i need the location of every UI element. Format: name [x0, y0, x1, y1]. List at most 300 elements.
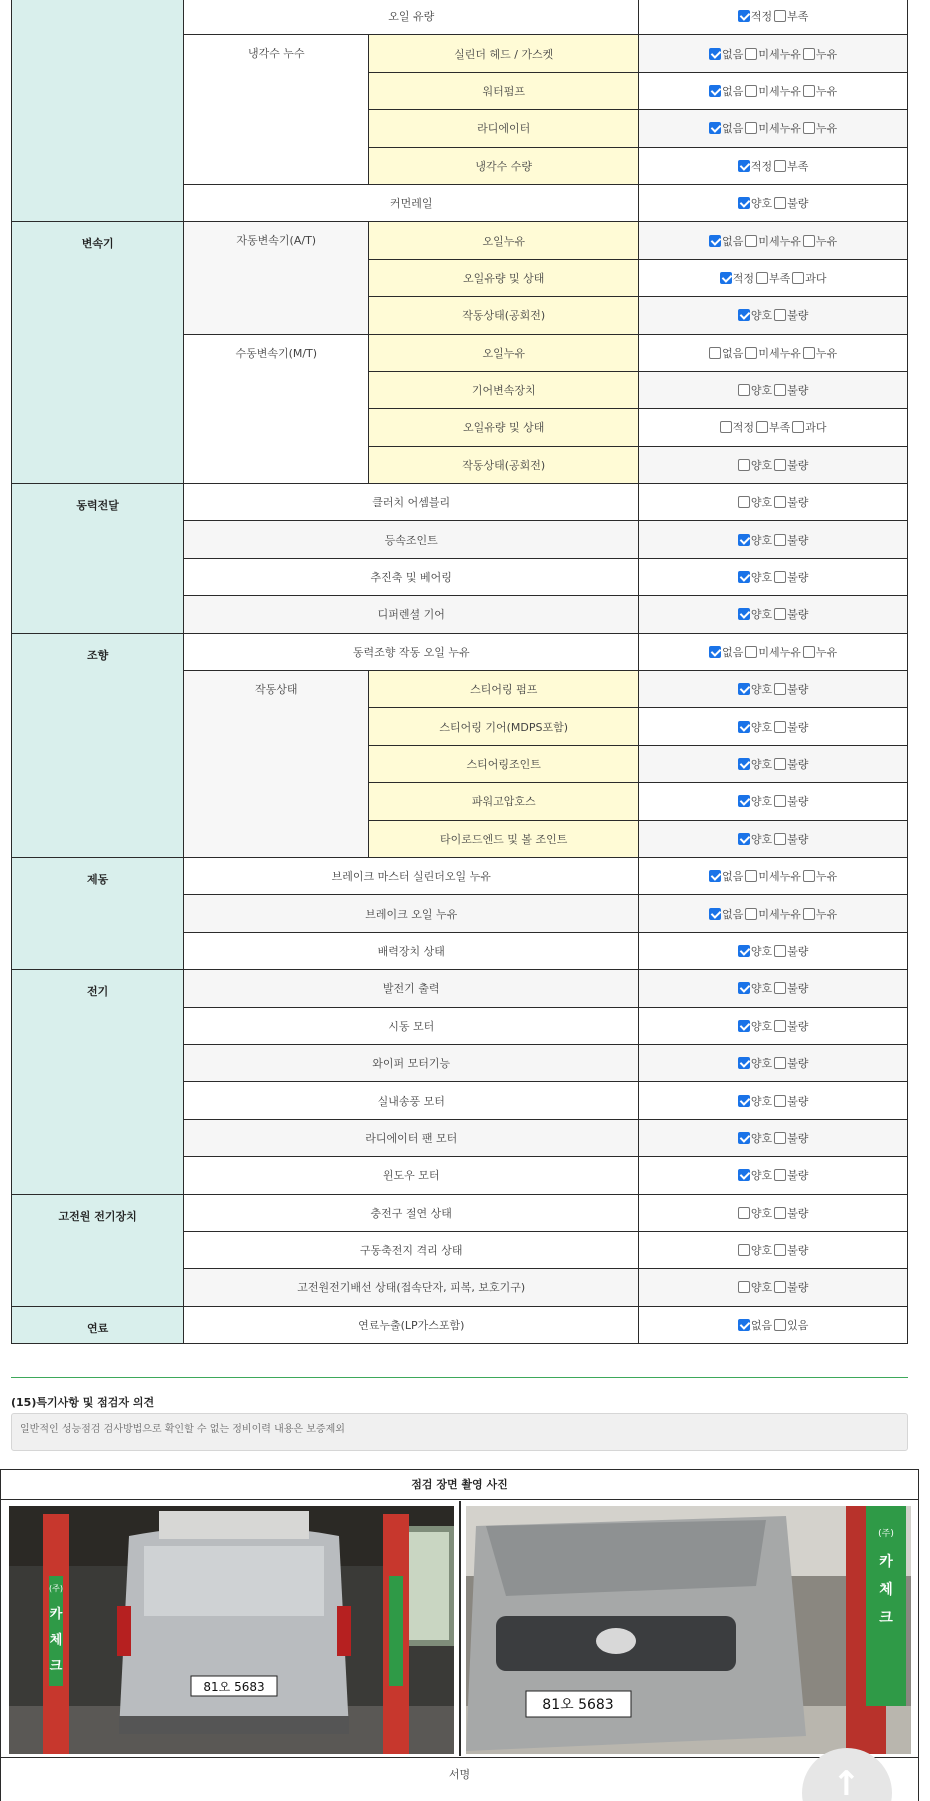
unchecked-checkbox[interactable]: [803, 347, 815, 359]
unchecked-checkbox[interactable]: [803, 85, 815, 97]
unchecked-checkbox[interactable]: [745, 85, 757, 97]
check-option-label: 양호: [750, 384, 773, 398]
check-option: [738, 1093, 772, 1109]
unchecked-checkbox[interactable]: [774, 1020, 786, 1032]
result-cell: [639, 820, 908, 857]
table-row: [12, 633, 908, 670]
result-cell: [639, 0, 908, 35]
unchecked-checkbox[interactable]: [774, 1244, 786, 1256]
item-cell: 라디에이터 팬 모터: [184, 1119, 639, 1156]
unchecked-checkbox[interactable]: [774, 571, 786, 583]
result-cell: [639, 1044, 908, 1081]
checked-checkbox[interactable]: [738, 197, 750, 209]
item-cell: 배력장치 상태: [184, 932, 639, 969]
item-cell: 오일유량 및 상태: [369, 259, 639, 296]
check-option-label: 누유: [815, 122, 838, 136]
unchecked-checkbox[interactable]: [774, 1169, 786, 1181]
unchecked-checkbox[interactable]: [738, 459, 750, 471]
unchecked-checkbox[interactable]: [720, 421, 732, 433]
check-option: [774, 1279, 808, 1295]
check-option-label: 불량: [787, 309, 809, 323]
check-option: [738, 532, 772, 548]
check-option: [745, 83, 801, 99]
signature-row: 서명: [1, 1757, 918, 1791]
check-option: [803, 120, 837, 136]
section-divider: [11, 1377, 908, 1378]
item-cell: 추진축 및 베어링: [184, 558, 639, 595]
check-option: [803, 233, 837, 249]
item-cell: 스티어링 펌프: [369, 671, 639, 708]
check-option-label: 없음: [722, 234, 744, 248]
table-row: [12, 1194, 908, 1231]
check-option: [709, 906, 743, 922]
result-cell: [639, 1082, 908, 1119]
check-option-label: 불량: [787, 571, 809, 585]
result-cell: [639, 857, 908, 894]
check-option-label: 불량: [787, 496, 809, 510]
check-option: [774, 756, 808, 772]
checked-checkbox[interactable]: [738, 1169, 750, 1181]
check-option-label: 양호: [750, 608, 773, 622]
check-option: [745, 644, 801, 660]
item-cell: 고전원전기배선 상태(접속단자, 피복, 보호기구): [184, 1269, 639, 1306]
check-option: [738, 943, 772, 959]
unchecked-checkbox[interactable]: [709, 347, 721, 359]
category-cell: 전기: [12, 970, 184, 1194]
result-cell: [639, 334, 908, 371]
checked-checkbox[interactable]: [709, 646, 721, 658]
check-option-label: 적정: [750, 10, 773, 24]
table-row: [12, 222, 908, 259]
checked-checkbox[interactable]: [738, 608, 750, 620]
item-cell: 시동 모터: [184, 1007, 639, 1044]
check-option-label: 미세누유: [758, 870, 801, 884]
pillar-text: 크: [879, 1610, 893, 1626]
check-option-label: 양호: [750, 309, 773, 323]
result-cell: [639, 970, 908, 1007]
check-option: [709, 345, 743, 361]
result-cell: [639, 484, 908, 521]
unchecked-checkbox[interactable]: [792, 272, 804, 284]
checked-checkbox[interactable]: [738, 1095, 750, 1107]
check-option-label: 적정: [750, 159, 773, 173]
check-option: [774, 1205, 808, 1221]
item-cell: 실내송풍 모터: [184, 1082, 639, 1119]
check-option-label: 양호: [750, 944, 773, 958]
item-cell: 클러치 어셈블리: [184, 484, 639, 521]
result-cell: [639, 259, 908, 296]
unchecked-checkbox[interactable]: [774, 10, 786, 22]
unchecked-checkbox[interactable]: [774, 496, 786, 508]
check-option: [738, 756, 772, 772]
check-option-label: 양호: [750, 795, 773, 809]
unchecked-checkbox[interactable]: [774, 309, 786, 321]
item-cell: 구동축전지 격리 상태: [184, 1231, 639, 1268]
unchecked-checkbox[interactable]: [774, 1095, 786, 1107]
unchecked-checkbox[interactable]: [738, 1281, 750, 1293]
check-option: [745, 46, 801, 62]
result-cell: [639, 1194, 908, 1231]
unchecked-checkbox[interactable]: [803, 908, 815, 920]
unchecked-checkbox[interactable]: [774, 1281, 786, 1293]
checked-checkbox[interactable]: [738, 1020, 750, 1032]
check-option: [774, 1055, 808, 1071]
check-option: [756, 270, 790, 286]
check-option: [774, 1242, 808, 1258]
result-cell: [639, 783, 908, 820]
check-option-label: 불량: [787, 384, 809, 398]
pillar-text: 크: [49, 1659, 63, 1674]
checked-checkbox[interactable]: [738, 160, 750, 172]
subcategory-cell: 작동상태: [184, 671, 369, 858]
item-cell: 냉각수 수량: [369, 147, 639, 184]
checked-checkbox[interactable]: [738, 10, 750, 22]
check-option: [792, 419, 826, 435]
check-option: [774, 606, 808, 622]
item-cell: 오일누유: [369, 334, 639, 371]
check-option-label: 불량: [787, 1244, 809, 1258]
check-option-label: 미세누유: [758, 122, 801, 136]
check-option-label: 불량: [787, 944, 809, 958]
item-cell: 라디에이터: [369, 110, 639, 147]
checked-checkbox[interactable]: [738, 982, 750, 994]
check-option-label: 누유: [815, 84, 838, 98]
check-option: [774, 569, 808, 585]
unchecked-checkbox[interactable]: [774, 795, 786, 807]
check-option-label: 부족: [768, 421, 791, 435]
unchecked-checkbox[interactable]: [745, 646, 757, 658]
unchecked-checkbox[interactable]: [774, 1319, 786, 1331]
result-cell: [639, 932, 908, 969]
pillar-text: 체: [49, 1633, 63, 1648]
item-cell: 기어변속장치: [369, 371, 639, 408]
subcategory-cell: 냉각수 누수: [184, 35, 369, 185]
result-cell: [639, 1007, 908, 1044]
checked-checkbox[interactable]: [709, 85, 721, 97]
unchecked-checkbox[interactable]: [774, 758, 786, 770]
check-option-label: 불량: [787, 720, 809, 734]
check-option-label: 양호: [750, 1169, 773, 1183]
checked-checkbox[interactable]: [738, 795, 750, 807]
result-cell: [639, 184, 908, 221]
unchecked-checkbox[interactable]: [774, 1057, 786, 1069]
check-option: [738, 457, 772, 473]
table-row: [12, 970, 908, 1007]
table-row: [12, 857, 908, 894]
photos-title: 점검 장면 촬영 사진: [1, 1470, 918, 1500]
item-cell: 스티어링 기어(MDPS포함): [369, 708, 639, 745]
unchecked-checkbox[interactable]: [756, 272, 768, 284]
result-cell: [639, 633, 908, 670]
check-option-label: 양호: [750, 1057, 773, 1071]
check-option-label: 양호: [750, 533, 773, 547]
check-option: [774, 307, 808, 323]
check-option: [738, 1018, 772, 1034]
check-option-label: 양호: [750, 1281, 773, 1295]
check-option-label: 불량: [787, 458, 809, 472]
unchecked-checkbox[interactable]: [756, 421, 768, 433]
result-cell: [639, 1306, 908, 1343]
check-option: [745, 345, 801, 361]
unchecked-checkbox[interactable]: [803, 646, 815, 658]
result-cell: [639, 297, 908, 334]
check-option-label: 미세누유: [758, 234, 801, 248]
check-option: [745, 906, 801, 922]
check-option: [774, 1018, 808, 1034]
unchecked-checkbox[interactable]: [803, 870, 815, 882]
check-option: [738, 793, 772, 809]
unchecked-checkbox[interactable]: [745, 235, 757, 247]
item-cell: 커먼레일: [184, 184, 639, 221]
unchecked-checkbox[interactable]: [774, 197, 786, 209]
item-cell: 실린더 헤드 / 가스켓: [369, 35, 639, 72]
check-option-label: 미세누유: [758, 907, 801, 921]
check-option: [738, 831, 772, 847]
check-option: [803, 46, 837, 62]
check-option: [774, 943, 808, 959]
photo-row: [1, 1501, 918, 1756]
check-option: [720, 270, 754, 286]
unchecked-checkbox[interactable]: [745, 48, 757, 60]
checked-checkbox[interactable]: [738, 571, 750, 583]
checked-checkbox[interactable]: [720, 272, 732, 284]
result-cell: [639, 596, 908, 633]
unchecked-checkbox[interactable]: [745, 870, 757, 882]
front-van-photo: [466, 1506, 911, 1754]
pillar-text: 체: [879, 1582, 893, 1598]
check-option: [738, 1130, 772, 1146]
check-option: [774, 494, 808, 510]
unchecked-checkbox[interactable]: [774, 833, 786, 845]
check-option: [774, 831, 808, 847]
result-cell: [639, 147, 908, 184]
checked-checkbox[interactable]: [738, 309, 750, 321]
unchecked-checkbox[interactable]: [774, 160, 786, 172]
item-cell: 연료누출(LP가스포함): [184, 1306, 639, 1343]
check-option-label: 양호: [750, 720, 773, 734]
check-option-label: 양호: [750, 1244, 773, 1258]
check-option-label: 없음: [722, 47, 744, 61]
unchecked-checkbox[interactable]: [803, 48, 815, 60]
pillar-text: 카: [49, 1607, 63, 1622]
unchecked-checkbox[interactable]: [803, 122, 815, 134]
unchecked-checkbox[interactable]: [774, 608, 786, 620]
check-option: [774, 1130, 808, 1146]
check-option-label: 적정: [732, 271, 754, 285]
check-option-label: 양호: [750, 1131, 773, 1145]
item-cell: 파워고압호스: [369, 783, 639, 820]
item-cell: 동력조향 작동 오일 누유: [184, 633, 639, 670]
subcategory-cell: 자동변속기(A/T): [184, 222, 369, 334]
check-option: [774, 382, 808, 398]
check-option: [774, 1093, 808, 1109]
unchecked-checkbox[interactable]: [792, 421, 804, 433]
category-cell: 제동: [12, 857, 184, 969]
check-option: [709, 868, 743, 884]
result-cell: [639, 72, 908, 109]
checked-checkbox[interactable]: [709, 870, 721, 882]
check-option-label: 불량: [787, 1169, 809, 1183]
item-cell: 작동상태(공회전): [369, 297, 639, 334]
check-option-label: 없음: [722, 84, 744, 98]
check-option: [745, 120, 801, 136]
check-option: [774, 1167, 808, 1183]
check-option: [803, 644, 837, 660]
check-option-label: 없음: [722, 122, 744, 136]
check-option: [792, 270, 826, 286]
pillar-text: 카: [879, 1554, 893, 1570]
checked-checkbox[interactable]: [738, 1057, 750, 1069]
unchecked-checkbox[interactable]: [745, 908, 757, 920]
unchecked-checkbox[interactable]: [774, 1207, 786, 1219]
inspector-opinion-box: 일반적인 성능점검 검사방법으로 확인할 수 없는 정비이력 내용은 보증제외: [11, 1413, 908, 1451]
check-option: [803, 83, 837, 99]
checked-checkbox[interactable]: [709, 235, 721, 247]
check-option-label: 양호: [750, 758, 773, 771]
item-cell: 브레이크 마스터 실린더오일 누유: [184, 857, 639, 894]
checked-checkbox[interactable]: [709, 122, 721, 134]
check-option: [745, 233, 801, 249]
item-cell: 오일누유: [369, 222, 639, 259]
check-option: [738, 719, 772, 735]
checked-checkbox[interactable]: [738, 1132, 750, 1144]
license-plate-text: 81오 5683: [203, 1680, 265, 1694]
unchecked-checkbox[interactable]: [738, 1207, 750, 1219]
check-option-label: 양호: [750, 1094, 773, 1108]
check-option-label: 누유: [815, 47, 838, 61]
check-option: [709, 233, 743, 249]
unchecked-checkbox[interactable]: [738, 1244, 750, 1256]
item-cell: 충전구 절연 상태: [184, 1194, 639, 1231]
unchecked-checkbox[interactable]: [738, 496, 750, 508]
check-option: [774, 8, 808, 24]
unchecked-checkbox[interactable]: [774, 534, 786, 546]
check-option: [709, 644, 743, 660]
result-cell: [639, 1231, 908, 1268]
check-option-label: 불량: [787, 1057, 809, 1071]
unchecked-checkbox[interactable]: [774, 1132, 786, 1144]
unchecked-checkbox[interactable]: [745, 122, 757, 134]
unchecked-checkbox[interactable]: [774, 384, 786, 396]
check-option-label: 불량: [787, 1019, 809, 1033]
check-option-label: 과다: [805, 271, 827, 285]
unchecked-checkbox[interactable]: [774, 721, 786, 733]
check-option: [803, 906, 837, 922]
check-option: [774, 195, 808, 211]
checked-checkbox[interactable]: [738, 1319, 750, 1331]
result-cell: [639, 1157, 908, 1194]
check-option-label: 미세누유: [758, 645, 801, 659]
check-option-label: 불량: [787, 1131, 809, 1145]
unchecked-checkbox[interactable]: [803, 235, 815, 247]
checked-checkbox[interactable]: [709, 908, 721, 920]
result-cell: [639, 409, 908, 446]
unchecked-checkbox[interactable]: [774, 459, 786, 471]
unchecked-checkbox[interactable]: [738, 384, 750, 396]
category-cell: 연료: [12, 1306, 184, 1343]
check-option-label: 불량: [787, 795, 809, 809]
checked-checkbox[interactable]: [738, 683, 750, 695]
arrow-up-icon: ↑: [832, 1764, 861, 1801]
pillar-text: (주): [878, 1529, 894, 1539]
check-option: [709, 120, 743, 136]
check-option: [774, 793, 808, 809]
check-option-label: 부족: [787, 159, 809, 173]
check-option-label: 부족: [768, 271, 791, 285]
check-option-label: 부족: [787, 10, 809, 24]
check-option: [774, 158, 808, 174]
result-cell: [639, 708, 908, 745]
checked-checkbox[interactable]: [738, 833, 750, 845]
inspection-table: [11, 0, 908, 1344]
check-option-label: 양호: [750, 197, 773, 211]
check-option: [738, 569, 772, 585]
check-option-label: 없음: [722, 346, 744, 360]
check-option: [774, 457, 808, 473]
check-option-label: 불량: [787, 758, 809, 771]
check-option-label: 양호: [750, 683, 773, 697]
unchecked-checkbox[interactable]: [745, 347, 757, 359]
check-option: [738, 1055, 772, 1071]
check-option-label: 누유: [815, 870, 838, 884]
table-row: [12, 0, 908, 35]
license-plate-text: 81오 5683: [542, 1697, 614, 1713]
check-option: [738, 1167, 772, 1183]
check-option-label: 양호: [750, 1019, 773, 1033]
check-option-label: 불량: [787, 1094, 809, 1108]
check-option-label: 불량: [787, 197, 809, 211]
check-option: [774, 532, 808, 548]
unchecked-checkbox[interactable]: [774, 683, 786, 695]
result-cell: [639, 895, 908, 932]
check-option-label: 미세누유: [758, 47, 801, 61]
category-cell: [12, 0, 184, 222]
check-option-label: 없음: [722, 907, 744, 921]
check-option-label: 양호: [750, 832, 773, 846]
category-cell: 고전원 전기장치: [12, 1194, 184, 1306]
checked-checkbox[interactable]: [738, 721, 750, 733]
item-cell: 윈도우 모터: [184, 1157, 639, 1194]
check-option-label: 미세누유: [758, 84, 801, 98]
check-option-label: 적정: [732, 421, 754, 435]
unchecked-checkbox[interactable]: [774, 982, 786, 994]
check-option-label: 미세누유: [758, 346, 801, 360]
item-cell: 워터펌프: [369, 72, 639, 109]
checked-checkbox[interactable]: [738, 758, 750, 770]
item-cell: 와이퍼 모터기능: [184, 1044, 639, 1081]
special-notes-title: (15)특기사항 및 점검자 의견: [11, 1396, 155, 1409]
result-cell: [639, 558, 908, 595]
check-option: [738, 1242, 772, 1258]
check-option: [709, 83, 743, 99]
item-cell: 브레이크 오일 누유: [184, 895, 639, 932]
checked-checkbox[interactable]: [738, 945, 750, 957]
checked-checkbox[interactable]: [709, 48, 721, 60]
table-row: [12, 1306, 908, 1343]
check-option-label: 없음: [722, 870, 744, 884]
item-cell: 스티어링조인트: [369, 745, 639, 782]
subcategory-cell: 수동변속기(M/T): [184, 334, 369, 484]
check-option: [803, 345, 837, 361]
category-cell: 변속기: [12, 222, 184, 484]
check-option: [738, 382, 772, 398]
unchecked-checkbox[interactable]: [774, 945, 786, 957]
checked-checkbox[interactable]: [738, 534, 750, 546]
check-option: [709, 46, 743, 62]
result-cell: [639, 745, 908, 782]
item-cell: 등속조인트: [184, 521, 639, 558]
check-option: [745, 868, 801, 884]
